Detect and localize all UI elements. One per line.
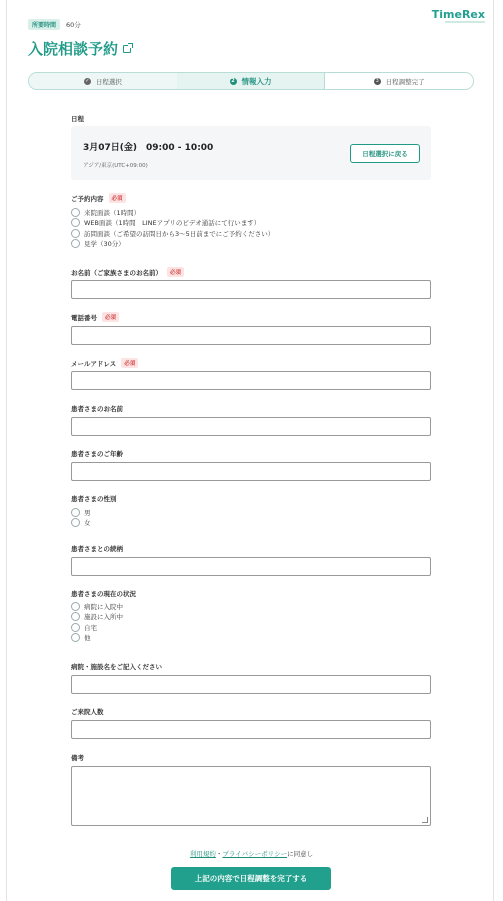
radio-label: 訪問面談（ご希望の訪問日から3～5日前までにご予約ください） <box>84 229 275 238</box>
back-to-date-select-button[interactable]: 日程選択に戻る <box>350 144 420 163</box>
phone-label <box>71 312 119 322</box>
radio-button[interactable] <box>71 518 80 527</box>
name-input[interactable] <box>71 280 431 299</box>
radio-option-home-visit[interactable] <box>71 228 274 239</box>
radio-option-male[interactable] <box>71 507 91 518</box>
required-badge: 必須 <box>102 312 119 322</box>
schedule-datetime: 3月07日(金) 09:00 - 10:00 <box>83 143 214 153</box>
required-badge: 必須 <box>121 358 138 368</box>
submit-button[interactable]: 上記の内容で日程調整を完了する <box>171 867 331 890</box>
patient-gender-label <box>71 494 117 503</box>
radio-option-home[interactable] <box>71 622 123 633</box>
radio-label: 見学（30分） <box>84 240 125 249</box>
notes-textarea[interactable] <box>71 766 431 826</box>
timerex-logo: TimeRex <box>431 8 485 21</box>
radio-button[interactable] <box>71 623 80 632</box>
terms-link[interactable]: 利用規約 <box>189 850 216 858</box>
radio-option-other[interactable] <box>71 633 123 644</box>
patient-name-label <box>71 404 123 413</box>
resize-grip-icon[interactable] <box>422 817 428 823</box>
radio-label: WEB面談（1時間 LINEアプリのビデオ通話にて行います） <box>84 219 261 228</box>
radio-label: 他 <box>84 634 91 643</box>
patient-status-label-text: 患者さまの現在の状況 <box>71 590 136 598</box>
required-badge: 必須 <box>109 193 126 203</box>
radio-option-hospitalized[interactable] <box>71 601 123 612</box>
patient-name-label-text: 患者さまのお名前 <box>71 405 123 413</box>
patient-age-label-text: 患者さまのご年齢 <box>71 450 123 458</box>
hospital-name-label-text: 病院・施設名をご記入ください <box>71 663 162 671</box>
radio-button[interactable] <box>71 239 80 248</box>
visitors-input[interactable] <box>71 720 431 739</box>
visitors-label-text: ご来院人数 <box>71 708 104 716</box>
agreement-separator: ・ <box>215 850 223 858</box>
step-number-icon: 3 <box>375 78 379 84</box>
radio-button[interactable] <box>71 208 80 217</box>
agreement-text <box>0 849 503 858</box>
agreement-suffix: に同意し <box>287 850 314 858</box>
phone-label-text: 電話番号 <box>71 313 97 322</box>
status-options <box>71 601 123 643</box>
radio-label: 来院面談（1時間） <box>84 208 141 217</box>
radio-label: 男 <box>84 508 91 517</box>
step-label: 日程選択 <box>95 77 122 86</box>
radio-option-web[interactable] <box>71 218 274 229</box>
patient-gender-label-text: 患者さまの性別 <box>71 495 117 503</box>
step-date-select <box>29 73 177 89</box>
notes-label-text: 備考 <box>71 754 84 762</box>
radio-option-female[interactable] <box>71 518 91 529</box>
name-label-text: お名前（ご家族さまのお名前） <box>71 268 162 277</box>
required-badge: 必須 <box>167 267 184 277</box>
schedule-timezone: アジア/東京(UTC+09:00) <box>83 163 148 169</box>
schedule-label-text: 日程 <box>71 115 84 123</box>
patient-name-input[interactable] <box>71 417 431 436</box>
reservation-label-text: ご予約内容 <box>71 194 104 203</box>
step-number-icon: 2 <box>231 78 235 84</box>
hospital-name-input[interactable] <box>71 675 431 694</box>
relationship-input[interactable] <box>71 557 431 576</box>
hospital-name-label <box>71 662 162 671</box>
page-title <box>28 38 131 59</box>
name-label <box>71 267 184 277</box>
privacy-policy-link[interactable]: プライバシーポリシー <box>222 850 288 858</box>
duration-info <box>28 19 81 30</box>
page-title-text: 入院相談予約 <box>28 40 119 58</box>
patient-age-input[interactable] <box>71 462 431 481</box>
radio-label: 自宅 <box>84 623 97 632</box>
patient-status-label <box>71 589 136 598</box>
radio-button[interactable] <box>71 229 80 238</box>
progress-steps <box>28 72 474 90</box>
schedule-label <box>71 114 84 123</box>
step-complete <box>324 73 473 89</box>
radio-option-visit[interactable] <box>71 207 274 218</box>
patient-age-label <box>71 449 123 458</box>
external-link-icon[interactable] <box>123 45 131 53</box>
radio-button[interactable] <box>71 612 80 621</box>
visitors-label <box>71 707 104 716</box>
logo-underline <box>445 21 485 23</box>
radio-button[interactable] <box>71 602 80 611</box>
radio-button[interactable] <box>71 508 80 517</box>
relationship-label-text: 患者さまとの続柄 <box>71 545 123 553</box>
radio-option-facility[interactable] <box>71 612 123 623</box>
reservation-options <box>71 207 274 249</box>
reservation-label <box>71 193 126 203</box>
duration-badge: 所要時間 <box>28 19 60 30</box>
gender-options <box>71 507 91 528</box>
email-label <box>71 358 138 368</box>
email-input[interactable] <box>71 371 431 390</box>
radio-button[interactable] <box>71 218 80 227</box>
relationship-label <box>71 544 123 553</box>
notes-label <box>71 753 84 762</box>
schedule-box <box>71 126 431 180</box>
step-label: 情報入力 <box>241 76 272 86</box>
step-info-input <box>177 73 325 89</box>
radio-label: 施設に入所中 <box>84 613 123 622</box>
radio-label: 病院に入院中 <box>84 602 123 611</box>
email-label-text: メールアドレス <box>71 359 117 368</box>
duration-value: 60分 <box>66 21 81 29</box>
radio-label: 女 <box>84 519 91 528</box>
radio-option-tour[interactable] <box>71 239 274 250</box>
check-icon: ✓ <box>85 78 90 84</box>
step-label: 日程調整完了 <box>385 77 425 86</box>
radio-button[interactable] <box>71 633 80 642</box>
phone-input[interactable] <box>71 326 431 345</box>
